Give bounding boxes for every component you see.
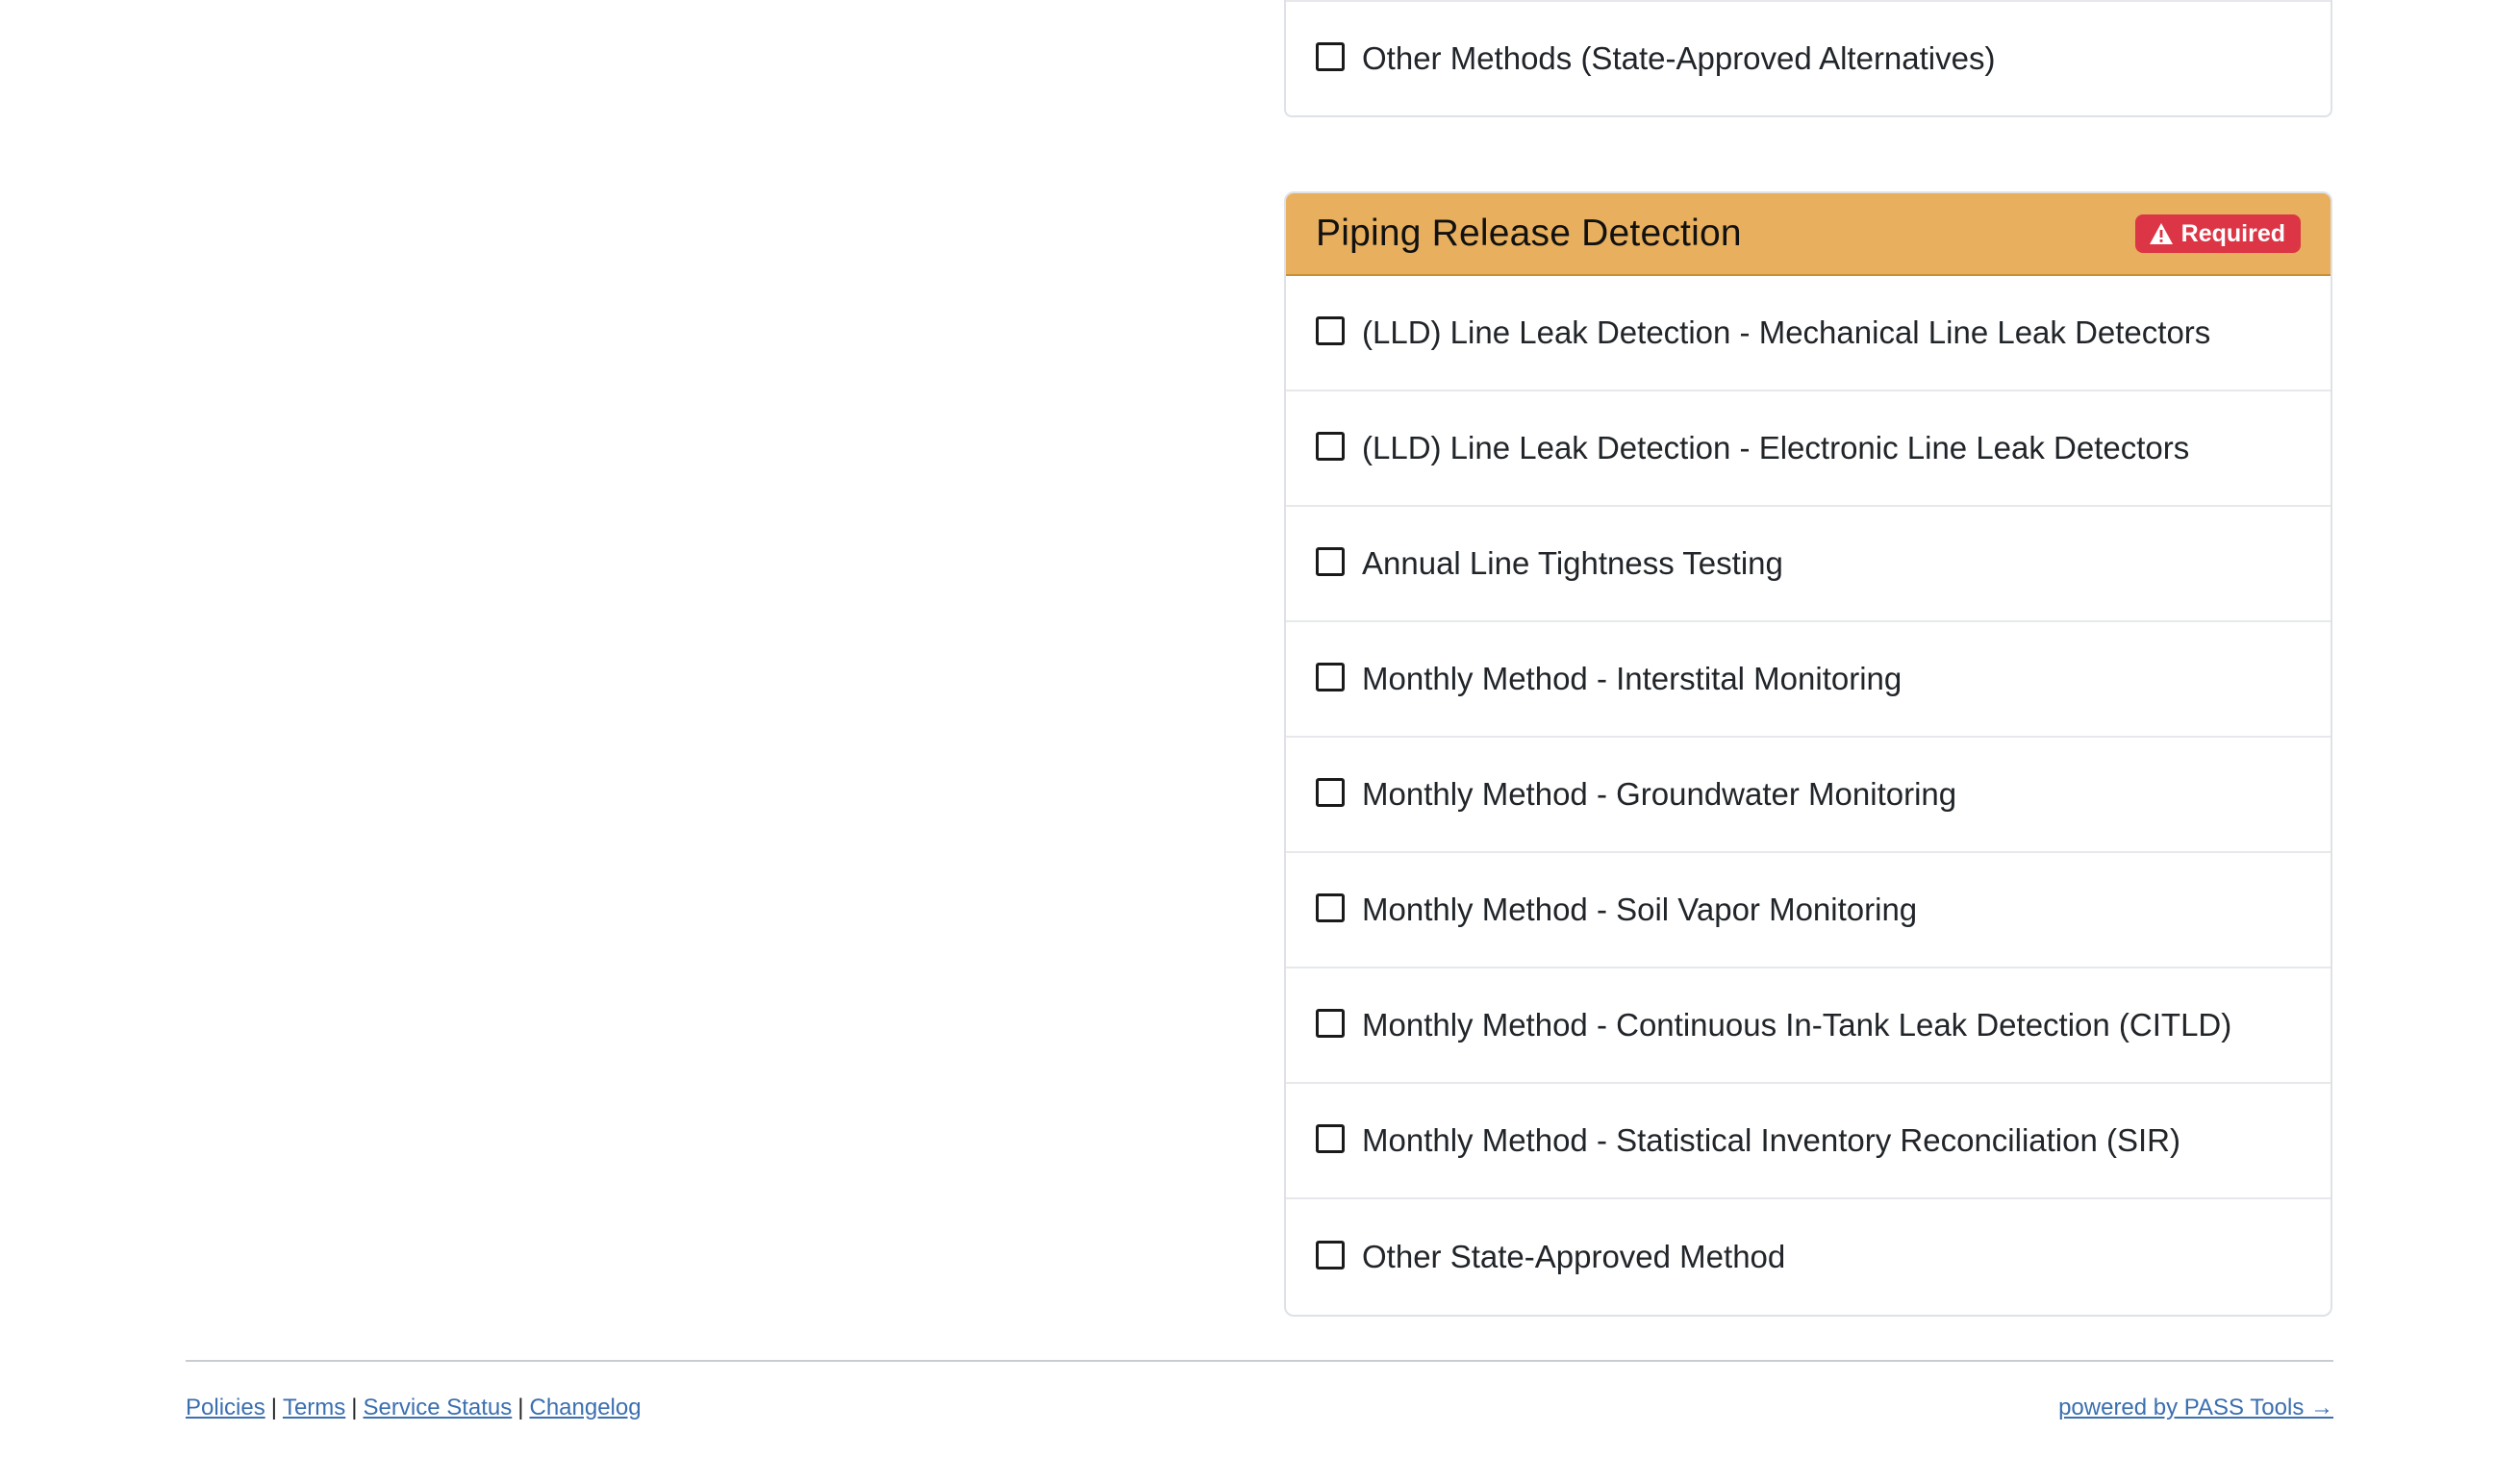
checkbox-label: Monthly Method - Groundwater Monitoring bbox=[1362, 776, 1957, 812]
checkbox[interactable] bbox=[1316, 1009, 1345, 1038]
changelog-link[interactable]: Changelog bbox=[529, 1395, 642, 1420]
footer-separator: | bbox=[517, 1395, 524, 1420]
list-item[interactable] bbox=[1286, 1199, 2331, 1315]
list-item[interactable] bbox=[1286, 391, 2331, 507]
footer-separator: | bbox=[351, 1395, 358, 1420]
policies-link[interactable]: Policies bbox=[186, 1395, 265, 1420]
checkbox[interactable] bbox=[1316, 316, 1345, 345]
checkbox-label: Monthly Method - Soil Vapor Monitoring bbox=[1362, 892, 1918, 927]
checkbox-label: Monthly Method - Statistical Inventory Reconciliation (SIR) bbox=[1362, 1122, 2181, 1158]
list-item[interactable] bbox=[1286, 1084, 2331, 1199]
card-header bbox=[1286, 193, 2331, 276]
checkbox-label: (LLD) Line Leak Detection - Mechanical Line Leak Detectors bbox=[1362, 314, 2211, 350]
footer-divider bbox=[186, 1360, 2333, 1362]
service-status-link[interactable]: Service Status bbox=[363, 1395, 513, 1420]
piping-release-detection-card bbox=[1284, 191, 2332, 1317]
checkbox[interactable] bbox=[1316, 432, 1345, 461]
checkbox[interactable] bbox=[1316, 547, 1345, 576]
list-item[interactable] bbox=[1286, 853, 2331, 968]
list-item[interactable] bbox=[1286, 622, 2331, 738]
checkbox[interactable] bbox=[1316, 42, 1345, 71]
badge-label: Required bbox=[2180, 219, 2285, 247]
previous-section-card bbox=[1284, 0, 2332, 117]
required-badge bbox=[2135, 214, 2301, 253]
list-item[interactable] bbox=[1286, 2, 2331, 115]
checkbox[interactable] bbox=[1316, 893, 1345, 922]
checkbox[interactable] bbox=[1316, 1124, 1345, 1153]
powered-by bbox=[2058, 1395, 2333, 1421]
checkbox-label: Monthly Method - Continuous In-Tank Leak Detection (CITLD) bbox=[1362, 1007, 2232, 1043]
checkbox-label: Annual Line Tightness Testing bbox=[1362, 545, 1783, 581]
list-item[interactable] bbox=[1286, 738, 2331, 853]
checkbox[interactable] bbox=[1316, 663, 1345, 691]
warning-triangle-icon bbox=[2149, 222, 2174, 245]
list-item[interactable] bbox=[1286, 507, 2331, 622]
checkbox[interactable] bbox=[1316, 1241, 1345, 1269]
checkbox-label: Other Methods (State-Approved Alternatives) bbox=[1362, 40, 1996, 76]
list-item[interactable] bbox=[1286, 276, 2331, 391]
list-item[interactable] bbox=[1286, 968, 2331, 1084]
terms-link[interactable]: Terms bbox=[282, 1395, 346, 1420]
footer-separator: | bbox=[270, 1395, 277, 1420]
section-title: Piping Release Detection bbox=[1316, 213, 1742, 254]
checkbox[interactable] bbox=[1316, 778, 1345, 807]
checkbox-label: Monthly Method - Interstital Monitoring bbox=[1362, 661, 1903, 696]
checkbox-label: Other State-Approved Method bbox=[1362, 1239, 1786, 1274]
checkbox-label: (LLD) Line Leak Detection - Electronic Line Leak Detectors bbox=[1362, 430, 2190, 465]
footer-links bbox=[186, 1395, 642, 1421]
powered-by-link[interactable]: powered by PASS Tools → bbox=[2058, 1395, 2333, 1420]
